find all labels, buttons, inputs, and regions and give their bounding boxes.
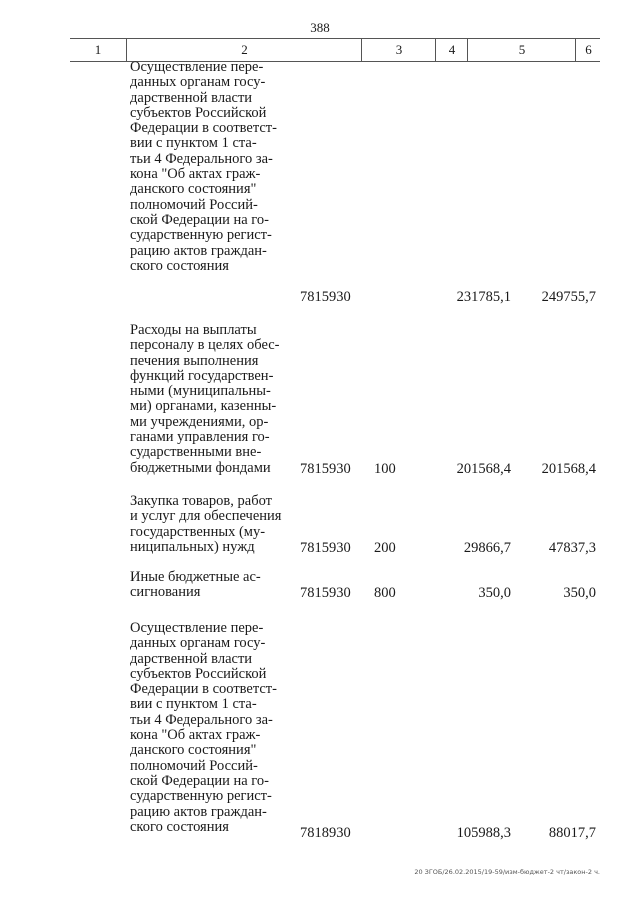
header-col-1: 1	[94, 42, 102, 57]
row-value-1: 350,0	[478, 585, 511, 601]
row-description: Закупка товаров, работ и услуг для обеспечения государственных (му- ниципальных) нужд	[130, 493, 282, 555]
row-code: 7815930	[300, 540, 351, 556]
row-code: 7815930	[300, 585, 351, 601]
header-col-4: 4	[435, 39, 468, 61]
header-col-5: 5	[467, 39, 576, 61]
row-value-1: 105988,3	[456, 825, 511, 841]
row-code: 7815930	[300, 289, 351, 305]
row-value-2: 88017,7	[548, 825, 596, 841]
row-value-2: 47837,3	[548, 540, 596, 556]
row-value-1: 231785,1	[456, 289, 511, 305]
page-number: 388	[310, 20, 330, 35]
row-description: Осуществление пере- данных органам госу- дарственной власти субъектов Российской Федерации в соответст- вии с пунктом 1 ста- тьи 4 Федерального за- кона "Об актах граж- данского состояния" полномочий Россий- ской Федерации на го- сударственную регист- рацию актов граждан- ского состояния	[130, 620, 277, 835]
row-description: Иные бюджетные ас- сигнования	[130, 569, 261, 601]
row-description: Осуществление пере- данных органам госу- дарственной власти субъектов Российской Федерации в соответст- вии с пунктом 1 ста- тьи 4 Федерального за- кона "Об актах граж- данского состояния" полномочий Россий- ской Федерации на го- сударственную регист- рацию актов граждан- ского состояния	[130, 59, 277, 274]
row-value-2: 350,0	[563, 585, 596, 601]
row-code: 7818930	[300, 825, 351, 841]
row-value-2: 201568,4	[541, 461, 596, 477]
header-col-3: 3	[361, 39, 436, 61]
row-value-1: 29866,7	[463, 540, 511, 556]
header-col-6: 6	[575, 39, 601, 61]
header-col-2: 2	[126, 39, 362, 61]
row-value-2: 249755,7	[541, 289, 596, 305]
document-footer: 20 ЗГОБ/26.02.2015/19-59/изм-бюджет-2 чт/закон-2 ч.	[414, 868, 600, 876]
row-group: 800	[374, 585, 396, 601]
row-group: 200	[374, 540, 396, 556]
row-code: 7815930	[300, 461, 351, 477]
row-value-1: 201568,4	[456, 461, 511, 477]
row-description: Расходы на выплаты персоналу в целях обес- печения выполнения функций государствен- ными (муниципальны- ми) органами, казенны- ми учреждениями, ор- ганами управления го- сударственными вне- бюджетными фондами	[130, 322, 280, 476]
row-group: 100	[374, 461, 396, 477]
